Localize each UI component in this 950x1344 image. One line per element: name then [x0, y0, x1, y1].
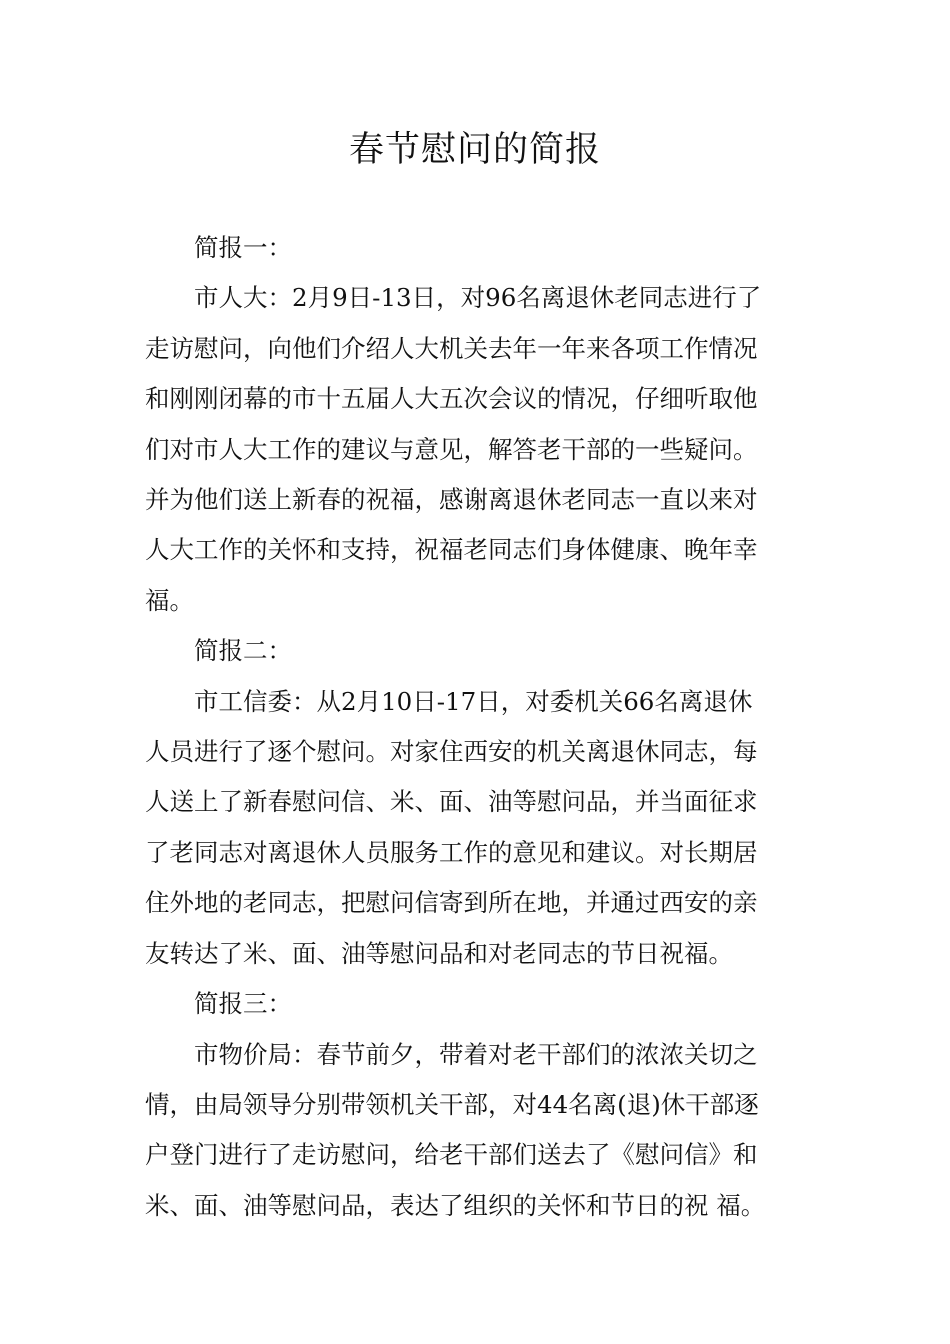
paragraph-line: 人大工作的关怀和支持，祝福老同志们身体健康、晚年幸: [145, 535, 758, 565]
section-paragraph: [145, 677, 807, 979]
section-heading: 简报二：: [194, 636, 292, 666]
paragraph-line: 米、面、油等慰问品，表达了组织的关怀和节日的祝 福。: [145, 1190, 766, 1220]
paragraph-line: 福。: [145, 585, 194, 615]
paragraph-line: 人送上了新春慰问信、米、面、油等慰问品，并当面征求: [145, 787, 758, 817]
paragraph-line: 了老同志对离退休人员服务工作的意见和建议。对长期居: [145, 837, 758, 867]
paragraph-line: 和刚刚闭幕的市十五届人大五次会议的情况，仔细听取他: [145, 384, 758, 414]
section-3: [145, 979, 807, 1231]
paragraph-line: 们对市人大工作的建议与意见，解答老干部的一些疑问。: [145, 434, 758, 464]
section-heading: 简报一：: [194, 233, 292, 262]
paragraph-line: 户登门进行了走访慰问，给老干部们送去了《慰问信》和: [145, 1140, 758, 1170]
section-paragraph: [145, 273, 807, 626]
section-paragraph: [145, 1030, 807, 1232]
section-1: [145, 223, 807, 626]
paragraph-line: 情，由局领导分别带领机关干部，对44名离(退)休干部逐: [145, 1089, 759, 1119]
paragraph-line: 市人大：2月9日-13日，对96名离退休老同志进行了: [194, 283, 762, 313]
section-2: [145, 626, 807, 979]
paragraph-line: 友转达了米、面、油等慰问品和对老同志的节日祝福。: [145, 938, 733, 968]
document-title: 春节慰问的简报: [348, 130, 601, 170]
paragraph-line: 市物价局：春节前夕，带着对老干部们的浓浓关切之: [194, 1039, 758, 1069]
paragraph-line: 人员进行了逐个慰问。对家住西安的机关离退休同志，每: [145, 737, 758, 767]
paragraph-line: 市工信委：从2月10日-17日，对委机关66名离退休: [194, 686, 753, 716]
paragraph-line: 走访慰问，向他们介绍人大机关去年一年来各项工作情况: [145, 333, 758, 363]
paragraph-line: 并为他们送上新春的祝福，感谢离退休老同志一直以来对: [145, 485, 758, 515]
paragraph-line: 住外地的老同志，把慰问信寄到所在地，并通过西安的亲: [145, 888, 758, 918]
document-body: [145, 223, 807, 1231]
section-heading: 简报三：: [194, 989, 292, 1019]
